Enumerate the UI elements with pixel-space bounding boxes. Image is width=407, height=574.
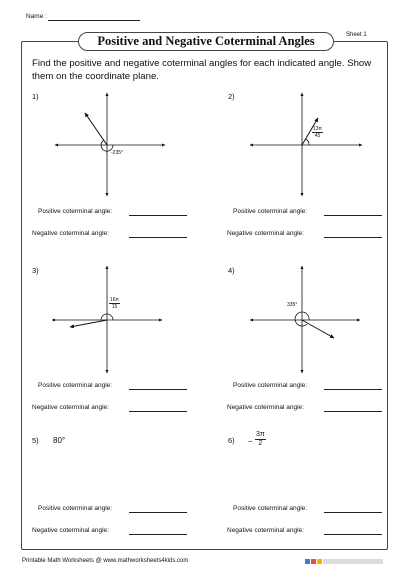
angle-label-4: 335°: [287, 302, 298, 308]
name-label: Name :: [26, 13, 47, 20]
problem-5-number: 5): [32, 436, 39, 445]
negative-label-6: Negative coterminal angle:: [227, 527, 304, 534]
positive-label-6: Positive coterminal angle:: [233, 505, 308, 512]
fraction-numerator: 3π: [256, 431, 265, 438]
fraction-numerator: 13π: [313, 126, 323, 132]
fraction-denominator: 15: [111, 304, 118, 310]
negative-answer-6[interactable]: [324, 534, 382, 535]
instructions-text: Find the positive and negative coterminal angles for each indicated angle. Show them on the coordinate plane.: [32, 58, 372, 82]
fraction-numerator: 16π: [110, 297, 120, 303]
problem-3-number: 3): [32, 266, 39, 275]
positive-answer-5[interactable]: [129, 512, 187, 513]
positive-label-5: Positive coterminal angle:: [38, 505, 113, 512]
footer-credit: Printable Math Worksheets @ www.mathworksheets4kids.com: [22, 558, 189, 564]
positive-answer-6[interactable]: [324, 512, 382, 513]
positive-label-4: Positive coterminal angle:: [233, 382, 308, 389]
problem-5-angle: 80°: [53, 436, 66, 445]
coordinate-plane-3: [52, 266, 162, 373]
problem-6-fraction: [255, 431, 266, 448]
coordinate-plane-1: [55, 93, 165, 196]
problem-2-number: 2): [228, 92, 235, 101]
problem-4-number: 4): [228, 266, 235, 275]
negative-answer-4[interactable]: [324, 411, 382, 412]
positive-answer-1[interactable]: [129, 215, 187, 216]
footer-logo: [305, 558, 385, 568]
positive-answer-2[interactable]: [324, 215, 382, 216]
negative-answer-5[interactable]: [129, 534, 187, 535]
positive-label-1: Positive coterminal angle:: [38, 208, 113, 215]
positive-label-3: Positive coterminal angle:: [38, 382, 113, 389]
negative-label-2: Negative coterminal angle:: [227, 230, 304, 237]
negative-label-3: Negative coterminal angle:: [32, 404, 109, 411]
problem-6-sign: −: [248, 437, 253, 446]
problem-1-number: 1): [32, 92, 39, 101]
coordinate-plane-4: [250, 266, 360, 373]
negative-answer-3[interactable]: [129, 411, 187, 412]
negative-label-1: Negative coterminal angle:: [32, 230, 109, 237]
positive-answer-3[interactable]: [129, 389, 187, 390]
coordinate-plane-2: [250, 93, 362, 196]
mathworksheets4kids-logo: [305, 558, 385, 566]
positive-label-2: Positive coterminal angle:: [233, 208, 308, 215]
fraction-denominator: 2: [258, 440, 263, 447]
positive-answer-4[interactable]: [324, 389, 382, 390]
fraction-denominator: 45: [314, 133, 321, 139]
angle-fraction-3: [109, 297, 120, 310]
angle-label-1: -235°: [111, 150, 124, 156]
worksheet-title: Positive and Negative Coterminal Angles: [78, 32, 334, 51]
negative-label-5: Negative coterminal angle:: [32, 527, 109, 534]
negative-label-4: Negative coterminal angle:: [227, 404, 304, 411]
negative-answer-2[interactable]: [324, 237, 382, 238]
sheet-number: Sheet 1: [346, 32, 367, 38]
angle-fraction-2: [312, 126, 323, 139]
negative-answer-1[interactable]: [129, 237, 187, 238]
problem-6-number: 6): [228, 436, 235, 445]
